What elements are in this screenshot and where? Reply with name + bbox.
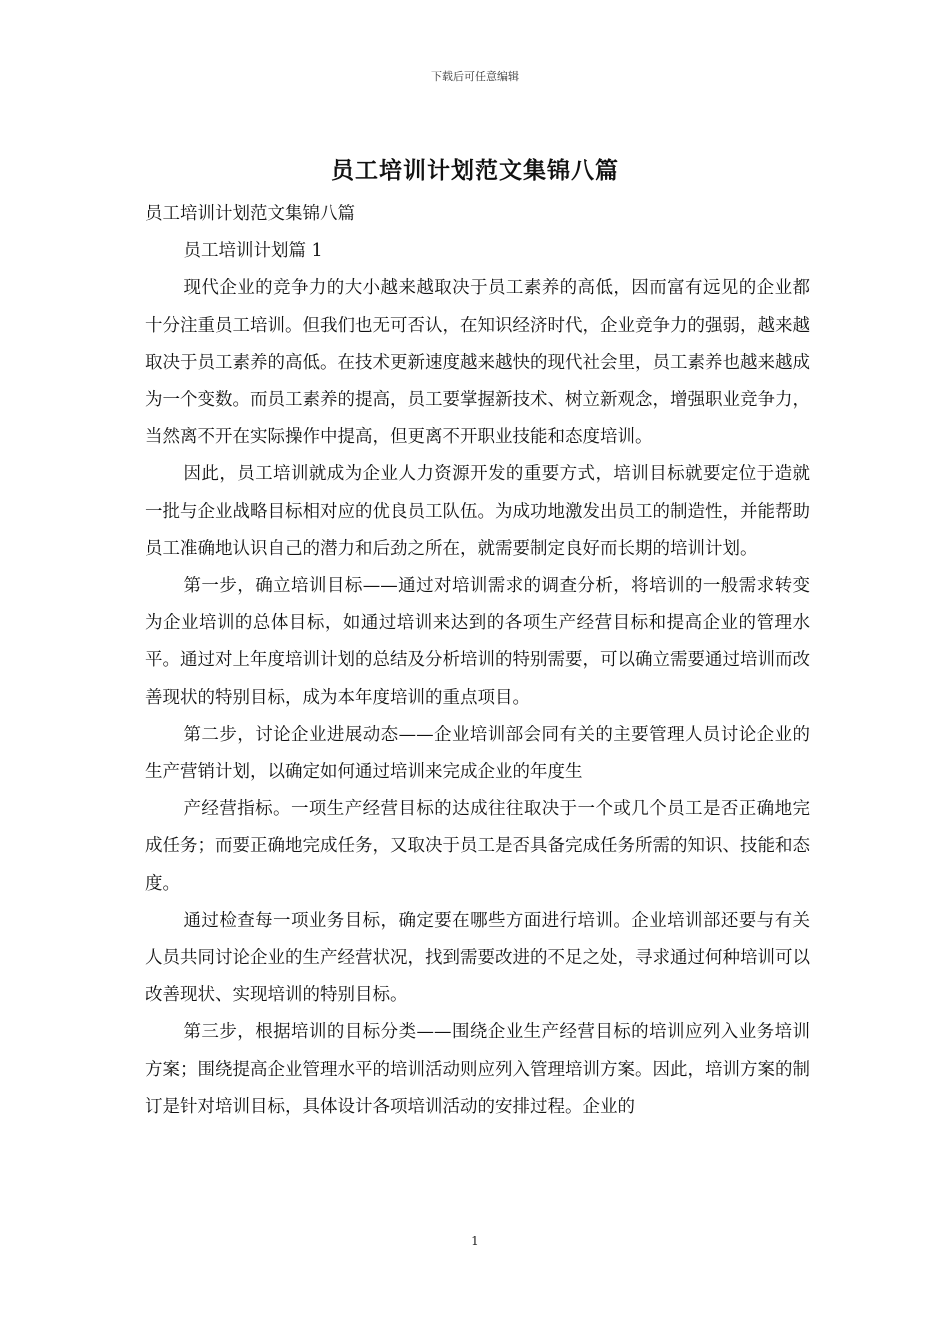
body-paragraph: 通过检查每一项业务目标，确定要在哪些方面进行培训。企业培训部还要与有关人员共同讨论企业的生产经营状况，找到需要改进的不足之处，寻求通过何种培训可以改善现状、实现培训的特别目标。 bbox=[145, 910, 810, 1006]
document-subtitle: 员工培训计划范文集锦八篇 bbox=[145, 204, 355, 224]
document-title: 员工培训计划范文集锦八篇 bbox=[331, 157, 619, 184]
document-body bbox=[145, 196, 810, 1126]
body-paragraph: 第三步，根据培训的目标分类——围绕企业生产经营目标的培训应列入业务培训方案；围绕提高企业管理水平的培训活动则应列入管理培训方案。因此，培训方案的制订是针对培训目标，具体设计各项培训活动的安排过程。企业的 bbox=[145, 1022, 810, 1117]
page-number: 1 bbox=[471, 1234, 479, 1248]
body-paragraph: 现代企业的竞争力的大小越来越取决于员工素养的高低，因而富有远见的企业都十分注重员工培训。但我们也无可否认，在知识经济时代，企业竞争力的强弱，越来越取决于员工素养的高低。在技术更新速度越来越快的现代社会里，员工素养也越来越成为一个变数。而员工素养的提高，员工要掌握新技术、树立新观念，增强职业竞争力，当然离不开在实际操作中提高，但更离不开职业技能和态度培训。 bbox=[145, 278, 810, 448]
section-heading: 员工培训计划篇 1 bbox=[183, 241, 323, 262]
body-paragraph: 产经营指标。一项生产经营目标的达成往往取决于一个或几个员工是否正确地完成任务；而要正确地完成任务，又取决于员工是否具备完成任务所需的知识、技能和态度。 bbox=[145, 799, 810, 894]
page-header-note: 下载后可任意编辑 bbox=[431, 70, 519, 83]
body-paragraph: 第一步，确立培训目标——通过对培训需求的调查分析，将培训的一般需求转变为企业培训的总体目标，如通过培训来达到的各项生产经营目标和提高企业的管理水平。通过对上年度培训计划的总结及分析培训的特别需要，可以确立需要通过培训而改善现状的特别目标，成为本年度培训的重点项目。 bbox=[145, 576, 810, 708]
body-paragraph: 因此，员工培训就成为企业人力资源开发的重要方式，培训目标就要定位于造就一批与企业战略目标相对应的优良员工队伍。为成功地激发出员工的制造性，并能帮助员工准确地认识自己的潜力和后劲之所在，就需要制定良好而长期的培训计划。 bbox=[145, 464, 810, 559]
body-paragraph: 第二步，讨论企业进展动态——企业培训部会同有关的主要管理人员讨论企业的生产营销计划，以确定如何通过培训来完成企业的年度生 bbox=[145, 724, 810, 783]
